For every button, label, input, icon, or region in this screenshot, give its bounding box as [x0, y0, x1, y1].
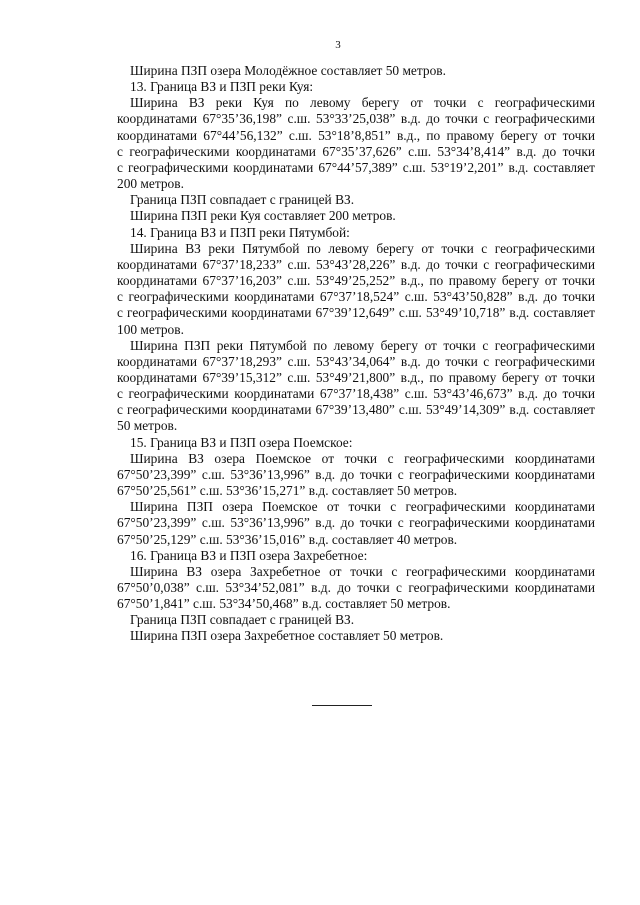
paragraph	[117, 192, 595, 208]
paragraph	[117, 338, 595, 435]
text-line: 67°50’23,399” с.ш. 53°36’13,996” в.д. до точки с географическими координатами	[117, 515, 595, 531]
text-line: Ширина ВЗ реки Куя по левому берегу от точки с географическими	[130, 95, 595, 111]
text-line: Ширина ВЗ озера Захребетное от точки с географическими координатами	[130, 563, 595, 579]
text-line: координатами 67°35’36,198” с.ш. 53°33’25,038” в.д. до точки с географическими	[117, 111, 595, 127]
paragraph	[117, 95, 595, 192]
section-heading-text: 15. Граница ВЗ и ПЗП озера Поемское:	[130, 434, 353, 450]
text-line: Граница ПЗП совпадает с границей ВЗ.	[130, 192, 355, 208]
text-line: координатами 67°39’15,312” с.ш. 53°49’21,800” в.д., по правому берегу от точки	[117, 369, 595, 385]
section-heading	[117, 225, 595, 241]
text-line: с географическими координатами 67°44’57,389” с.ш. 53°19’2,201” в.д. составляет	[117, 159, 595, 175]
text-line: с географическими координатами 67°35’37,626” с.ш. 53°34’8,414” в.д. до точки	[117, 143, 595, 159]
footer-rule	[312, 705, 372, 706]
text-line: Ширина ПЗП реки Пятумбой по левому берегу от точки с географическими	[130, 337, 595, 353]
text-line: с географическими координатами 67°39’12,649” с.ш. 53°49’10,718” в.д. составляет	[117, 305, 595, 321]
text-line: 67°50’25,561” с.ш. 53°36’15,271” в.д. составляет 50 метров.	[117, 483, 458, 499]
document-body	[117, 63, 595, 645]
section-heading-text: 16. Граница ВЗ и ПЗП озера Захребетное:	[130, 547, 368, 563]
text-line: координатами 67°44’56,132” с.ш. 53°18’8,851” в.д., по правому берегу от точки	[117, 127, 595, 143]
paragraph	[117, 612, 595, 628]
paragraph	[117, 499, 595, 547]
paragraph	[117, 241, 595, 338]
text-line: Ширина ПЗП реки Куя составляет 200 метров.	[130, 208, 396, 224]
paragraph	[117, 451, 595, 499]
text-line: с географическими координатами 67°39’13,480” с.ш. 53°49’14,309” в.д. составляет	[117, 402, 595, 418]
text-line: координатами 67°37’18,233” с.ш. 53°43’28,226” в.д. до точки с географическими	[117, 256, 595, 272]
text-line: координатами 67°37’16,203” с.ш. 53°49’25,252” в.д., по правому берегу от точки	[117, 273, 595, 289]
paragraph	[117, 63, 595, 79]
text-line: координатами 67°37’18,293” с.ш. 53°43’34,064” в.д. до точки с географическими	[117, 353, 595, 369]
text-line: Ширина ПЗП озера Молодёжное составляет 50 метров.	[130, 63, 446, 78]
paragraph	[117, 564, 595, 612]
section-heading-text: 13. Граница ВЗ и ПЗП реки Куя:	[130, 79, 314, 95]
section-heading-text: 14. Граница ВЗ и ПЗП реки Пятумбой:	[130, 224, 350, 240]
text-line: 67°50’23,399” с.ш. 53°36’13,996” в.д. до точки с географическими координатами	[117, 466, 595, 482]
text-line: 67°50’25,129” с.ш. 53°36’15,016” в.д. составляет 40 метров.	[117, 531, 458, 547]
text-line: 67°50’1,841” с.ш. 53°34’50,468” в.д. составляет 50 метров.	[117, 596, 451, 612]
text-line: 50 метров.	[117, 418, 178, 434]
text-line: Ширина ВЗ озера Поемское от точки с географическими координатами	[130, 450, 595, 466]
text-line: с географическими координатами 67°37’18,524” с.ш. 53°43’50,828” в.д. до точки	[117, 289, 595, 305]
text-line: 67°50’0,038” с.ш. 53°34’52,081” в.д. до точки с географическими координатами	[117, 580, 595, 595]
text-line: Ширина ПЗП озера Захребетное составляет 50 метров.	[130, 628, 444, 644]
text-line: 200 метров.	[117, 176, 184, 192]
text-line: 100 метров.	[117, 321, 184, 337]
page-number: 3	[335, 39, 341, 51]
text-line: Ширина ПЗП озера Поемское от точки с географическими координатами	[130, 499, 595, 515]
paragraph	[117, 628, 595, 644]
paragraph	[117, 208, 595, 224]
section-heading	[117, 79, 595, 95]
section-heading	[117, 435, 595, 451]
text-line: Граница ПЗП совпадает с границей ВЗ.	[130, 612, 355, 628]
section-heading	[117, 548, 595, 564]
text-line: Ширина ВЗ реки Пятумбой по левому берегу от точки с географическими	[130, 240, 595, 256]
text-line: с географическими координатами 67°37’18,438” с.ш. 53°43’46,673” в.д. до точки	[117, 386, 595, 402]
